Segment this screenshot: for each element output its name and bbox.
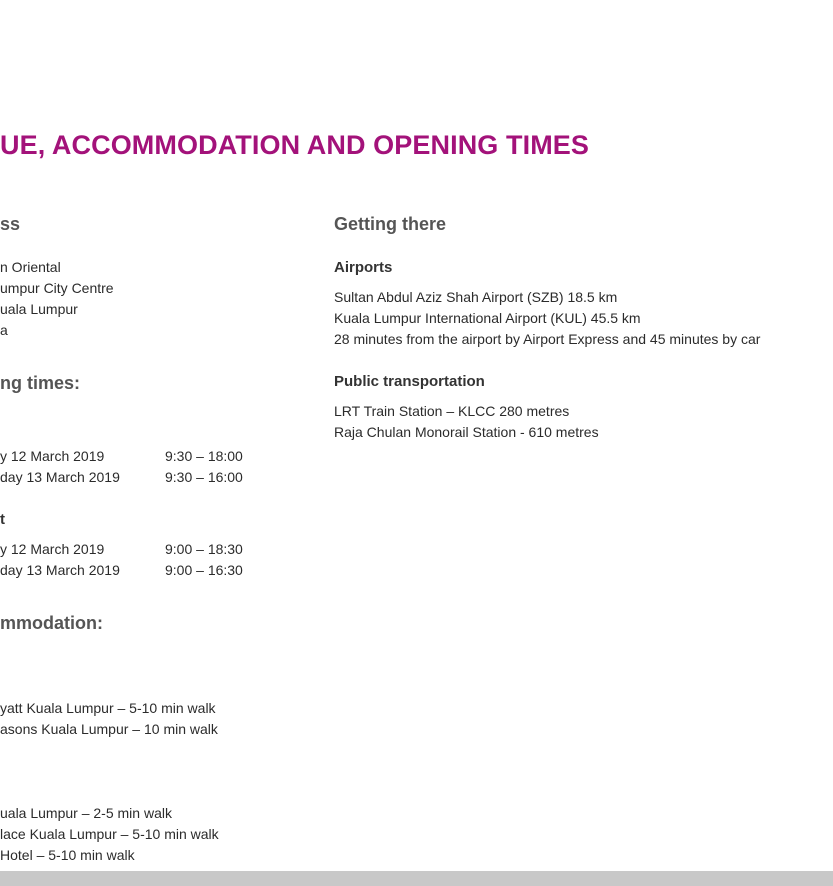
opening-day: y 12 March 2019 xyxy=(0,541,105,557)
opening-day: day 13 March 2019 xyxy=(0,469,120,485)
opening-time: 9:00 – 16:30 xyxy=(165,562,243,578)
hotel-item: yatt Kuala Lumpur – 5-10 min walk xyxy=(0,700,216,716)
opening-time: 9:30 – 18:00 xyxy=(165,448,243,464)
address-line: n Oriental xyxy=(0,259,61,275)
opening-time: 9:30 – 16:00 xyxy=(165,469,243,485)
opening-time: 9:00 – 18:30 xyxy=(165,541,243,557)
opening-times-heading: ng times: xyxy=(0,373,81,393)
getting-there-heading: Getting there xyxy=(334,214,447,234)
accommodation-heading: mmodation: xyxy=(0,613,103,633)
hotel-item: uala Lumpur – 2-5 min walk xyxy=(0,805,172,821)
airports-heading: Airports xyxy=(334,259,393,276)
transport-line: LRT Train Station – KLCC 280 metres xyxy=(334,403,570,419)
airport-line: Kuala Lumpur International Airport (KUL) 45.5 km xyxy=(334,310,641,326)
opening-group-label: t xyxy=(0,511,5,528)
horizontal-scrollbar[interactable] xyxy=(0,871,833,886)
hotel-item: asons Kuala Lumpur – 10 min walk xyxy=(0,721,218,737)
opening-day: day 13 March 2019 xyxy=(0,562,120,578)
public-transport-heading: Public transportation xyxy=(334,373,485,390)
address-line: uala Lumpur xyxy=(0,301,78,317)
airport-line: 28 minutes from the airport by Airport Express and 45 minutes by car xyxy=(334,331,761,347)
page-title: UE, ACCOMMODATION AND OPENING TIMES xyxy=(0,130,589,160)
address-line: umpur City Centre xyxy=(0,280,114,296)
hotel-item: Hotel – 5-10 min walk xyxy=(0,847,135,863)
opening-day: y 12 March 2019 xyxy=(0,448,105,464)
address-line: a xyxy=(0,322,8,338)
airport-line: Sultan Abdul Aziz Shah Airport (SZB) 18.5 km xyxy=(334,289,618,305)
hotel-item: lace Kuala Lumpur – 5-10 min walk xyxy=(0,826,219,842)
address-heading: ss xyxy=(0,214,21,234)
transport-line: Raja Chulan Monorail Station - 610 metres xyxy=(334,424,599,440)
